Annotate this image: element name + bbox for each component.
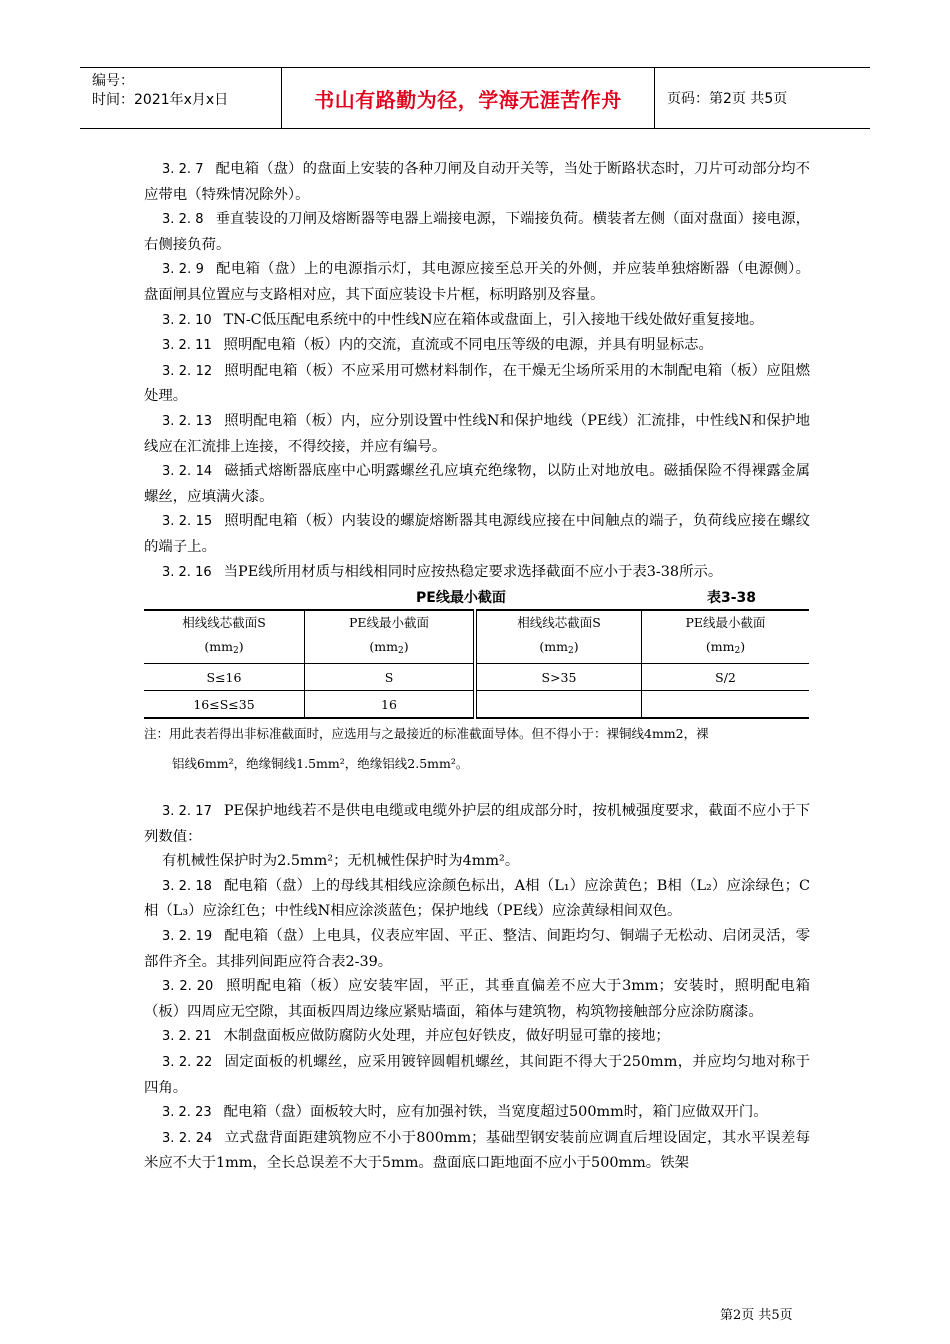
header-page-number: 页码：第2页 共5页: [667, 91, 788, 107]
header-motto: 书山有路勤为径，学海无涯苦作舟: [314, 87, 622, 112]
table-title: PE线最小截面: [416, 590, 506, 607]
clause-paragraph: 3. 2. 10 TN-C低压配电系统中的中性线N应在箱体或盘面上，引入接地干线处做好重复接地。: [162, 311, 764, 328]
clause-paragraph: 3. 2. 24 立式盘背面距建筑物应不小于800mm；基础型钢安装前应调直后埋设固定，其水平误差每米应不大于1mm，全长总误差不大于5mm。盘面底口距地面不应小于500mm。铁架: [144, 1129, 810, 1172]
table-cell: S>35: [475, 664, 642, 691]
clause-paragraph: 3. 2. 19 配电箱（盘）上电具，仪表应牢固、平正、整洁、间距均匀、铜端子无松动、启闭灵活，零部件齐全。其排列间距应符合表2-39。: [144, 928, 810, 970]
table-number: 表3-38: [707, 590, 757, 607]
clause-paragraph: 3. 2. 20 照明配电箱（板）应安装牢固，平正，其垂直偏差不应大于3mm；安装时，照明配电箱（板）四周应无空隙，其面板四周边缘应紧贴墙面，箱体与建筑物，构筑物接触部分应涂防腐漆。: [144, 978, 810, 1020]
clause-paragraph: 3. 2. 8 垂直装设的刀闸及熔断器等电器上端接电源，下端接负荷。横装者左侧（面对盘面）接电源，右侧接负荷。: [144, 211, 810, 253]
doc-code-label: 编号：: [92, 73, 134, 89]
spacer: [144, 779, 810, 799]
clause-paragraph: 3. 2. 7 配电箱（盘）的盘面上安装的各种刀闸及自动开关等，当处于断路状态时，刀片可动部分均不应带电（特殊情况除外）。: [144, 161, 810, 203]
table-header-cell: 相线线芯截面S $(mm_2)$: [144, 610, 305, 664]
table-cell: 16: [305, 691, 476, 719]
clause-paragraph: 3. 2. 13 照明配电箱（板）内，应分别设置中性线N和保护地线（PE线）汇流排，中性线N和保护地线应在汇流排上连接，不得绞接，并应有编号。: [144, 412, 810, 455]
document-body: [144, 157, 810, 1176]
header-motto-cell: [282, 68, 655, 128]
page-header: [80, 67, 870, 129]
table-cell: S: [305, 664, 476, 691]
clause-paragraph: 有机械性保护时为2.5mm²；无机械性保护时为4mm²。: [162, 853, 520, 870]
table-note: 注：用此表若得出非标准截面时，应选用与之最接近的标准截面导体。但不得小于：裸铜线4mm2，裸: [144, 726, 709, 742]
table-cell: S/2: [642, 664, 810, 691]
clause-paragraph: 3. 2. 14 磁插式熔断器底座中心明露螺丝孔应填充绝缘物，以防止对地放电。磁插保险不得裸露金属螺丝，应填满火漆。: [144, 463, 810, 505]
clause-paragraph: 3. 2. 16 当PE线所用材质与相线相同时应按热稳定要求选择截面不应小于表3-38所示。: [162, 563, 723, 580]
clause-paragraph: 3. 2. 15 照明配电箱（板）内装设的螺旋熔断器其电源线应接在中间触点的端子，负荷线应接在螺纹的端子上。: [144, 513, 810, 555]
table-cell: S≤16: [144, 664, 305, 691]
table-caption: [144, 585, 810, 609]
table-header-cell: PE线最小截面 $(mm_2)$: [305, 610, 476, 664]
paragraphs-top: [144, 157, 810, 585]
table-cell: 16≤S≤35: [144, 691, 305, 719]
clause-paragraph: 3. 2. 17 PE保护地线若不是供电电缆或电缆外护层的组成部分时，按机械强度要求，截面不应小于下列数值：: [144, 803, 810, 845]
header-page-cell: [655, 68, 870, 128]
pe-min-section-table: [144, 609, 809, 719]
clause-paragraph: 3. 2. 21 木制盘面板应做防腐防火处理，并应包好铁皮，做好明显可靠的接地；: [162, 1028, 670, 1045]
table-header-cell: PE线最小截面 $(mm_2)$: [642, 610, 810, 664]
clause-paragraph: 3. 2. 11 照明配电箱（板）内的交流，直流或不同电压等级的电源，并具有明显标志。: [162, 337, 713, 354]
page-footer: 第2页 共5页: [720, 1308, 793, 1323]
table-header-row: [144, 610, 809, 664]
clause-paragraph: 3. 2. 22 固定面板的机螺丝，应采用镀锌圆帽机螺丝，其间距不得大于250mm，并应均匀地对称于四角。: [144, 1054, 810, 1096]
clause-paragraph: 3. 2. 12 照明配电箱（板）不应采用可燃材料制作，在干燥无尘场所采用的木制配电箱（板）应阻燃处理。: [144, 362, 810, 405]
paragraphs-bottom: [144, 799, 810, 1176]
clause-paragraph: 3. 2. 18 配电箱（盘）上的母线其相线应涂颜色标出，A相（L₁）应涂黄色；B相（L₂）应涂绿色；C相（L₃）应涂红色；中性线N相应涂淡蓝色；保护地线（PE线）应涂黄绿相间双色。: [144, 877, 810, 920]
clause-paragraph: 3. 2. 23 配电箱（盘）面板较大时，应有加强衬铁，当宽度超过500mm时，箱门应做双开门。: [162, 1104, 768, 1121]
doc-time-label: 时间：2021年x月x日: [92, 92, 229, 108]
header-meta: [80, 68, 282, 128]
table-header-cell: 相线线芯截面S $(mm_2)$: [475, 610, 642, 664]
table-note-continued: 铝线6mm²，绝缘铜线1.5mm²，绝缘铝线2.5mm²。: [172, 756, 469, 772]
table-row: [144, 691, 809, 719]
table-cell: [642, 691, 810, 719]
table-cell: [475, 691, 642, 719]
table-row: [144, 664, 809, 691]
clause-paragraph: 3. 2. 9 配电箱（盘）上的电源指示灯，其电源应接至总开关的外侧，并应装单独熔断器（电源侧）。盘面闸具位置应与支路相对应，其下面应装设卡片框，标明路别及容量。: [144, 261, 811, 303]
